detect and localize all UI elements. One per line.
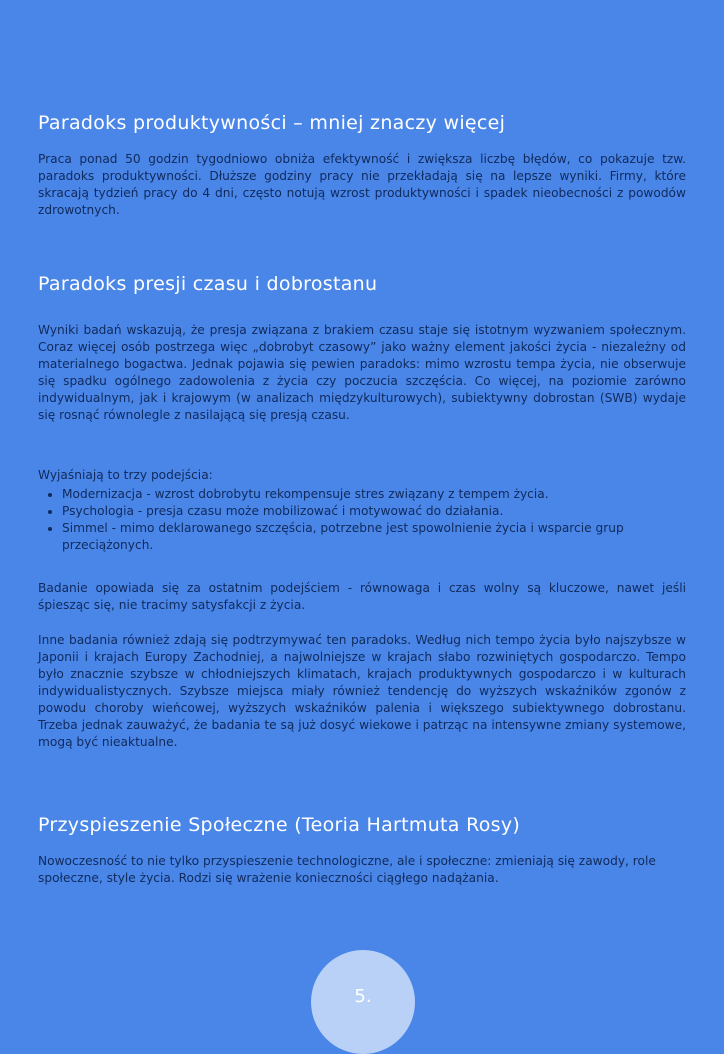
section-heading-acceleration: Przyspieszenie Społeczne (Teoria Hartmuta Rosy) xyxy=(38,814,521,836)
section-body-time-pressure: Wyniki badań wskazują, że presja związana z brakiem czasu staje się istotnym wyzwaniem społecznym. Coraz więcej osób postrzega więc „dobrobyt czasowy” jako ważny element jakości życia - niezależny od materialnego bogactwa. Jednak pojawia się pewien paradoks: mimo wzrostu tempa życia, nie obserwuje się spadku ogólnego zadowolenia z życia czy poczucia szczęścia. Co więcej, na poziomie zarówno indywidualnym, jak i krajowym (w analizach międzykulturowych), subiektywny dobrostan (SWB) wydaje się rosnąć równolegle z nasilającą się presją czasu. xyxy=(38,323,686,422)
list-item: • Modernizacja - wzrost dobrobytu rekompensuje stres związany z tempem życia. xyxy=(62,486,686,503)
list-item: • Simmel - mimo deklarowanego szczęścia, potrzebne jest spowolnienie życia i wsparcie grup przeciążonych. xyxy=(62,520,686,554)
approaches-intro: Wyjaśniają to trzy podejścia: xyxy=(38,468,213,482)
section-paragraph-balance: Badanie opowiada się za ostatnim podejściem - równowaga i czas wolny są kluczowe, nawet jeśli śpiesząc się, nie tracimy satysfakcji z życia. xyxy=(38,581,686,612)
section-paragraph-other-studies: Inne badania również zdają się podtrzymywać ten paradoks. Według nich tempo życia było najszybsze w Japonii i krajach Europy Zachodniej, a najwolniejsze w krajach słabo rozwiniętych gospodarczo. Tempo było znacznie szybsze w chłodniejszych klimatach, krajach produktywnych gospodarczo i w kulturach indywidualistycznych. Szybsze miejsca miały również tendencję do wyższych wskaźników zgonów z powodu choroby wieńcowej, wyższych wskaźników palenia i większego subiektywnego dobrostanu. Trzeba jednak zauważyć, że badania te są już dosyć wiekowe i patrząc na intensywne zmiany systemowe, mogą być nieaktualne. xyxy=(38,633,686,749)
page-number-badge xyxy=(311,950,415,1054)
approaches-list xyxy=(38,486,686,554)
section-heading-productivity: Paradoks produktywności – mniej znaczy więcej xyxy=(38,112,506,134)
page-number: 5. xyxy=(354,986,372,1007)
section-body-acceleration: Nowoczesność to nie tylko przyspieszenie technologiczne, ale i społeczne: zmieniają się zawody, role społeczne, style życia. Rodzi się wrażenie konieczności ciągłego nadążania. xyxy=(38,854,656,885)
list-item: • Psychologia - presja czasu może mobilizować i motywować do działania. xyxy=(62,503,686,520)
section-heading-time-pressure: Paradoks presji czasu i dobrostanu xyxy=(38,273,378,295)
section-body-productivity: Praca ponad 50 godzin tygodniowo obniża efektywność i zwiększa liczbę błędów, co pokazuje tzw. paradoks produktywności. Dłuższe godziny pracy nie przekładają się na lepsze wyniki. Firmy, które skracają tydzień pracy do 4 dni, często notują wzrost produktywności i spadek nieobecności z powodów zdrowotnych. xyxy=(38,152,686,217)
